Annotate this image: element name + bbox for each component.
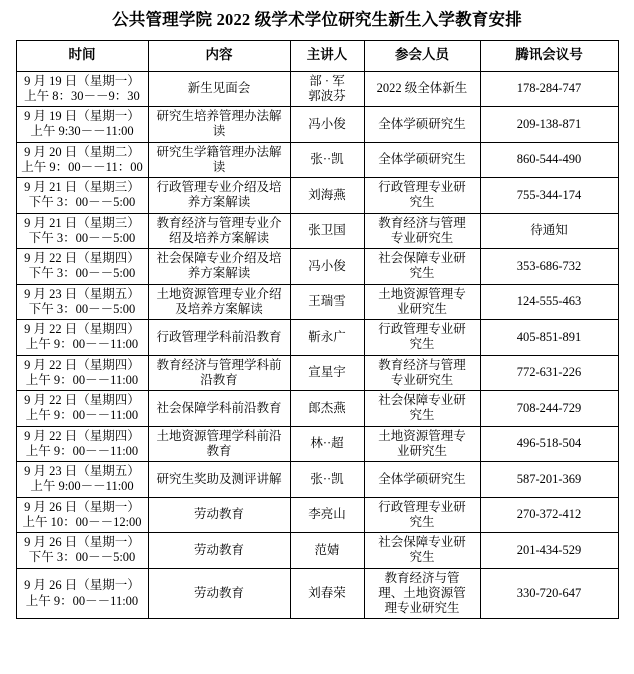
cell-content: 劳动教育 [148, 533, 290, 569]
cell-meeting-id: 待通知 [480, 213, 618, 249]
cell-content: 行政管理学科前沿教育 [148, 320, 290, 356]
cell-time: 9 月 21 日（星期三） 下午 3：00－－5:00 [16, 213, 148, 249]
table-row [16, 249, 618, 285]
table-row [16, 178, 618, 214]
cell-speaker: 李亮山 [290, 497, 364, 533]
table-row [16, 533, 618, 569]
cell-speaker: 宣星宇 [290, 355, 364, 391]
column-header-time: 时间 [16, 40, 148, 71]
cell-speaker: 郎杰燕 [290, 391, 364, 427]
column-header-meeting-id: 腾讯会议号 [480, 40, 618, 71]
cell-content: 教育经济与管理学科前 沿教育 [148, 355, 290, 391]
cell-speaker: 刘春荣 [290, 568, 364, 619]
cell-speaker: 部 · 军 郭波芬 [290, 71, 364, 107]
cell-content: 研究生奖助及测评讲解 [148, 462, 290, 498]
cell-attendees: 教育经济与管 理、土地资源管 理专业研究生 [364, 568, 480, 619]
cell-time: 9 月 23 日（星期五） 下午 3：00－－5:00 [16, 284, 148, 320]
column-header-attendees: 参会人员 [364, 40, 480, 71]
cell-attendees: 行政管理专业研 究生 [364, 178, 480, 214]
table-row [16, 391, 618, 427]
cell-attendees: 全体学硕研究生 [364, 107, 480, 143]
column-header-content: 内容 [148, 40, 290, 71]
cell-content: 土地资源管理专业介绍 及培养方案解读 [148, 284, 290, 320]
cell-speaker: 刘海燕 [290, 178, 364, 214]
table-row [16, 71, 618, 107]
cell-time: 9 月 22 日（星期四） 上午 9：00－－11:00 [16, 391, 148, 427]
cell-time: 9 月 20 日（星期二） 上午 9：00－－11：00 [16, 142, 148, 178]
cell-meeting-id: 330-720-647 [480, 568, 618, 619]
cell-time: 9 月 26 日（星期一） 下午 3：00－－5:00 [16, 533, 148, 569]
cell-content: 教育经济与管理专业介 绍及培养方案解读 [148, 213, 290, 249]
cell-content: 土地资源管理学科前沿 教育 [148, 426, 290, 462]
cell-attendees: 全体学硕研究生 [364, 462, 480, 498]
table-row [16, 284, 618, 320]
cell-time: 9 月 19 日（星期一） 上午 8：30－－9：30 [16, 71, 148, 107]
table-row [16, 426, 618, 462]
cell-attendees: 2022 级全体新生 [364, 71, 480, 107]
table-body [16, 71, 618, 619]
cell-attendees: 行政管理专业研 究生 [364, 320, 480, 356]
cell-meeting-id: 755-344-174 [480, 178, 618, 214]
cell-speaker: 林··超 [290, 426, 364, 462]
cell-content: 研究生学籍管理办法解 读 [148, 142, 290, 178]
cell-speaker: 冯小俊 [290, 107, 364, 143]
cell-content: 研究生培养管理办法解 读 [148, 107, 290, 143]
cell-speaker: 冯小俊 [290, 249, 364, 285]
table-row [16, 568, 618, 619]
cell-time: 9 月 22 日（星期四） 上午 9：00－－11:00 [16, 355, 148, 391]
cell-meeting-id: 860-544-490 [480, 142, 618, 178]
cell-time: 9 月 22 日（星期四） 下午 3：00－－5:00 [16, 249, 148, 285]
cell-attendees: 社会保障专业研 究生 [364, 391, 480, 427]
cell-meeting-id: 353-686-732 [480, 249, 618, 285]
table-row [16, 497, 618, 533]
cell-time: 9 月 19 日（星期一） 上午 9:30－－11:00 [16, 107, 148, 143]
cell-time: 9 月 22 日（星期四） 上午 9：00－－11:00 [16, 320, 148, 356]
cell-time: 9 月 23 日（星期五） 上午 9:00－－11:00 [16, 462, 148, 498]
cell-meeting-id: 124-555-463 [480, 284, 618, 320]
cell-speaker: 张卫国 [290, 213, 364, 249]
cell-meeting-id: 178-284-747 [480, 71, 618, 107]
table-row [16, 142, 618, 178]
table-row [16, 320, 618, 356]
cell-meeting-id: 587-201-369 [480, 462, 618, 498]
cell-content: 新生见面会 [148, 71, 290, 107]
cell-meeting-id: 201-434-529 [480, 533, 618, 569]
cell-attendees: 全体学硕研究生 [364, 142, 480, 178]
cell-time: 9 月 21 日（星期三） 下午 3：00－－5:00 [16, 178, 148, 214]
cell-attendees: 土地资源管理专 业研究生 [364, 284, 480, 320]
cell-content: 行政管理专业介绍及培 养方案解读 [148, 178, 290, 214]
cell-attendees: 土地资源管理专 业研究生 [364, 426, 480, 462]
cell-meeting-id: 405-851-891 [480, 320, 618, 356]
cell-meeting-id: 708-244-729 [480, 391, 618, 427]
table-row [16, 462, 618, 498]
table-header-row [16, 40, 618, 71]
page-title: 公共管理学院 2022 级学术学位研究生新生入学教育安排 [112, 10, 522, 29]
cell-time: 9 月 26 日（星期一） 上午 9：00－－11:00 [16, 568, 148, 619]
cell-attendees: 行政管理专业研 究生 [364, 497, 480, 533]
cell-content: 社会保障专业介绍及培 养方案解读 [148, 249, 290, 285]
table-row [16, 355, 618, 391]
cell-meeting-id: 209-138-871 [480, 107, 618, 143]
cell-attendees: 教育经济与管理 专业研究生 [364, 213, 480, 249]
cell-meeting-id: 496-518-504 [480, 426, 618, 462]
cell-attendees: 教育经济与管理 专业研究生 [364, 355, 480, 391]
cell-content: 社会保障学科前沿教育 [148, 391, 290, 427]
cell-speaker: 范婧 [290, 533, 364, 569]
table-row [16, 213, 618, 249]
cell-content: 劳动教育 [148, 568, 290, 619]
cell-speaker: 张··凯 [290, 142, 364, 178]
table-row [16, 107, 618, 143]
cell-speaker: 张··凯 [290, 462, 364, 498]
cell-time: 9 月 22 日（星期四） 上午 9：00－－11:00 [16, 426, 148, 462]
cell-time: 9 月 26 日（星期一） 上午 10：00－－12:00 [16, 497, 148, 533]
column-header-speaker: 主讲人 [290, 40, 364, 71]
cell-speaker: 王瑞雪 [290, 284, 364, 320]
cell-content: 劳动教育 [148, 497, 290, 533]
cell-meeting-id: 270-372-412 [480, 497, 618, 533]
cell-meeting-id: 772-631-226 [480, 355, 618, 391]
cell-attendees: 社会保障专业研 究生 [364, 249, 480, 285]
cell-attendees: 社会保障专业研 究生 [364, 533, 480, 569]
schedule-table [16, 40, 619, 620]
cell-speaker: 靳永广 [290, 320, 364, 356]
